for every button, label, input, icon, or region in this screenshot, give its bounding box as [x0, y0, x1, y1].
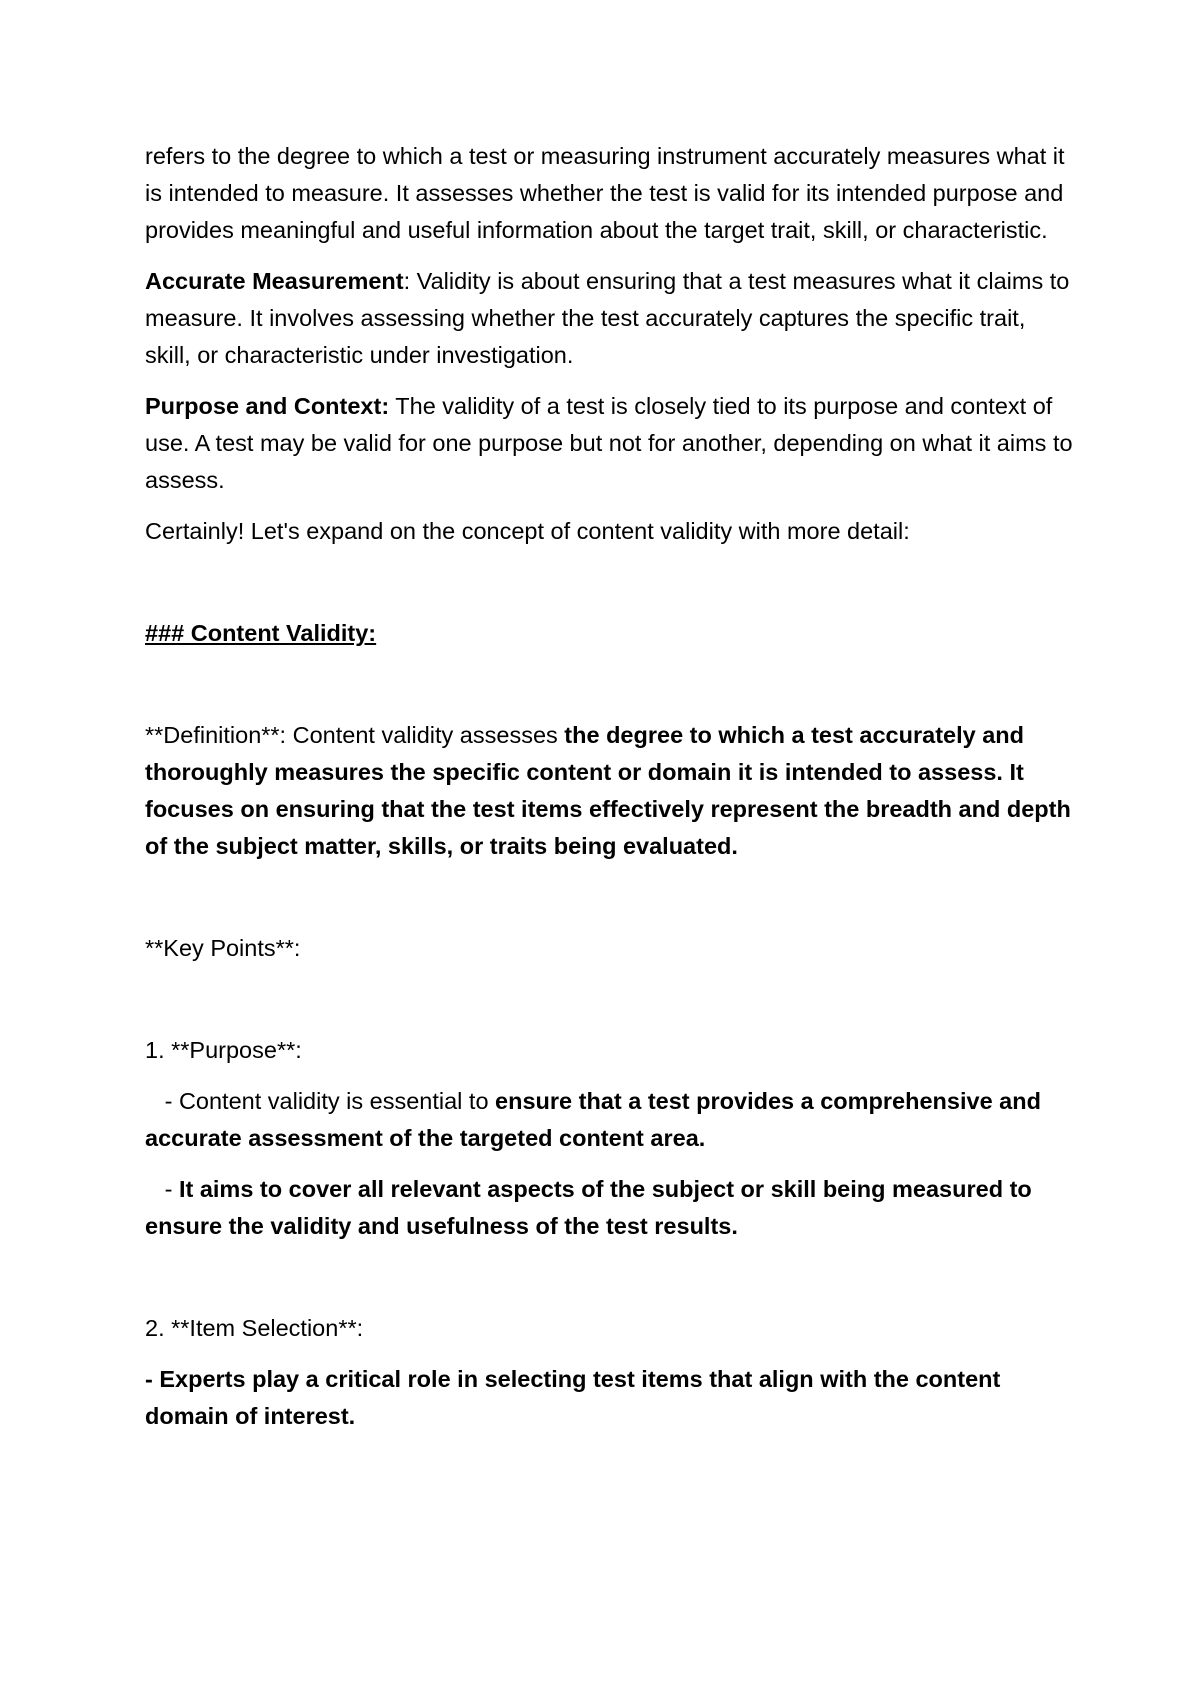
point-1-bullet-1-prefix: - Content validity is essential to [145, 1088, 496, 1114]
point-1-bullet-2-bold: It aims to cover all relevant aspects of the subject or skill being measured to ensure the validity and usefulness of the test results. [145, 1176, 1032, 1239]
point-1-title: 1. **Purpose**: [145, 1037, 302, 1063]
point-1-bullet-1 [145, 1083, 1075, 1157]
document-page [145, 138, 1075, 1449]
point-1-bullet-2 [145, 1171, 1075, 1245]
accurate-measurement-paragraph [145, 263, 1075, 374]
point-2-title: 2. **Item Selection**: [145, 1315, 364, 1341]
accurate-measurement-text: : Validity is about ensuring that a test measures what it claims to measure. It involves assessing whether the test accurately captures the specific trait, skill, or characteristic under investigation. [145, 268, 1070, 368]
definition-paragraph [145, 717, 1075, 865]
point-2-bullet-1: - Experts play a critical role in selecting test items that align with the content domain of interest. [145, 1366, 1001, 1429]
accurate-measurement-label: Accurate Measurement [145, 268, 404, 294]
point-1-bullet-2-prefix: - [145, 1176, 179, 1202]
definition-bold-text: the degree to which a test accurately and thoroughly measures the specific content or domain it is intended to assess. It focuses on ensuring that the test items effectively represent the breadth and depth of the subject matter, skills, or traits being evaluated. [145, 722, 1071, 859]
key-points-label: **Key Points**: [145, 935, 301, 961]
point-1-bullet-1-bold: ensure that a test provides a comprehensive and accurate assessment of the targeted content area. [145, 1088, 1041, 1151]
blank-line [145, 879, 1075, 930]
purpose-context-label: Purpose and Context: [145, 393, 390, 419]
blank-line [145, 1259, 1075, 1310]
certainly-paragraph: Certainly! Let's expand on the concept of content validity with more detail: [145, 518, 910, 544]
purpose-context-text: The validity of a test is closely tied to its purpose and context of use. A test may be valid for one purpose but not for another, depending on what it aims to assess. [145, 393, 1073, 493]
purpose-context-paragraph [145, 388, 1075, 499]
content-validity-heading: ### Content Validity: [145, 620, 377, 646]
definition-prefix: **Definition**: Content validity assesses [145, 722, 565, 748]
intro-paragraph: refers to the degree to which a test or measuring instrument accurately measures what it is intended to measure. It assesses whether the test is valid for its intended purpose and provides meaningful and useful information about the target trait, skill, or characteristic. [145, 143, 1065, 243]
blank-line [145, 666, 1075, 717]
blank-line [145, 564, 1075, 615]
blank-line [145, 981, 1075, 1032]
